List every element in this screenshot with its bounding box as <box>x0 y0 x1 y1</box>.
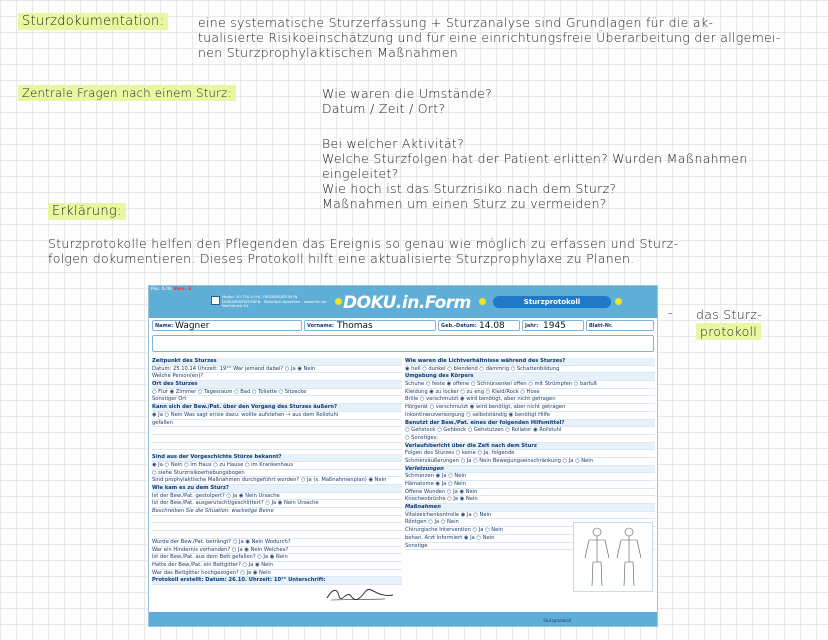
form-row[interactable]: War ein Hindernis vorhanden? ○ Ja ◉ Nein Welches? <box>152 547 402 555</box>
yellow-dot-icon <box>615 298 622 305</box>
form-row[interactable]: Chirurgische Intervention ○ Ja ○ Nein <box>405 527 655 535</box>
form-row[interactable]: ○ Flur ◉ Zimmer ○ Tagesraum ○ Bad ○ Toilette ○ Sitzecke <box>152 389 402 397</box>
form-section-heading: Sind aus der Vorgeschichte Stürze bekannt? <box>152 454 402 462</box>
version-label: Pos. 6.0a Vers. 3 <box>151 287 192 292</box>
geb-datum-value: 14.08 <box>479 321 505 331</box>
logo-text: Modul: 30.730.4 FHC ORGANISATION IN DOKUMENTATIONEN · Mehrfach bestellen · www.fhc.de · Nachdruck 01. <box>222 294 329 308</box>
form-row[interactable] <box>152 435 402 443</box>
name-field[interactable]: Name: Wagner <box>152 320 302 331</box>
form-section-heading: Kann sich der Bew./Pat. über den Vorgang des Sturzes äußern? <box>152 404 402 412</box>
form-row[interactable]: ○ Sonstiges: <box>405 435 655 443</box>
form-row[interactable]: Folgen des Sturzes ○ keine ○ Ja, folgende <box>405 450 655 458</box>
body-diagram <box>573 522 653 592</box>
form-header <box>149 286 657 318</box>
form-row[interactable]: Hämatome ◉ Ja ○ Nein <box>405 481 655 489</box>
form-row[interactable] <box>152 443 402 451</box>
form-row[interactable]: behan. Arzt informiert ◉ Ja ○ Nein <box>405 535 655 543</box>
form-section-heading: Verlaufsbericht über die Zeit nach dem Sturz <box>405 443 655 451</box>
form-row[interactable] <box>152 516 402 524</box>
form-row[interactable] <box>152 427 402 435</box>
form-row[interactable]: War das Bettgitter hochgezogen? ○ Ja ◉ Nein <box>152 570 402 578</box>
form-row[interactable]: Schuhe ○ feste ◉ offene ○ Schnürsenkel offen ○ mit Strümpfen ○ barfuß <box>405 381 655 389</box>
form-section-heading: Zeitpunkt des Sturzes <box>152 358 402 366</box>
form-row[interactable]: Ist der Bew./Pat. gestolpert? ○ Ja ◉ Nein Ursache <box>152 493 402 501</box>
form-section-heading: Benutzt der Bew./Pat. eines der folgenden Hilfsmittel? <box>405 420 655 428</box>
address-field[interactable] <box>152 335 654 352</box>
form-row[interactable]: Sind prophylaktische Maßnahmen durchgeführt worden? ○ Ja (s. Maßnahmenplan) ◉ Nein <box>152 477 402 485</box>
form-row[interactable]: Sonstiger Ort <box>152 396 402 404</box>
logo-icon <box>211 296 220 305</box>
form-row[interactable]: Brille ○ verschmutzt ◉ wird benötigt, aber nicht getragen <box>405 396 655 404</box>
form-row[interactable]: Welche Person(en)? <box>152 373 402 381</box>
form-row[interactable] <box>152 523 402 531</box>
blatt-nr-field[interactable]: Blatt-Nr. <box>586 320 654 331</box>
label-erklaerung: Erklärung: <box>48 204 126 219</box>
geb-datum-field[interactable]: Geb.-Datum: 14.08 <box>438 320 520 331</box>
form-row[interactable]: Röntgen ○ Ja ○ Nein <box>405 519 655 527</box>
name-row <box>152 320 654 331</box>
label-zentrale-fragen: Zentrale Fragen nach einem Sturz: <box>18 86 236 100</box>
form-section-heading: Protokoll erstellt: Datum: 26.10. Uhrzeit: 10°° Unterschrift: <box>152 577 402 585</box>
form-row[interactable]: Beschreiben Sie die Situation: wackelige Beine <box>152 508 402 516</box>
paragraph-erklaerung: Sturzprotokolle helfen den Pflegenden das Ereignis so genau wie möglich zu erfassen und Sturz- folgen dokumentieren. Dieses Protokoll hilft eine aktualisierte Sturzprophylaxe zu Planen. <box>48 236 679 266</box>
form-row[interactable]: Offene Wunden ○ Ja ◉ Nein <box>405 489 655 497</box>
form-row[interactable]: ◉ Ja ○ Nein ○ im Haus ○ zu Hause ○ im Krankenhaus <box>152 462 402 470</box>
form-row[interactable]: Hörgerät ○ verschmutzt ◉ wird benötigt, aber nicht getragen <box>405 404 655 412</box>
form-section-heading: Wie waren die Lichtverhältnisse während des Sturzes? <box>405 358 655 366</box>
form-left-column <box>152 358 402 585</box>
form-row[interactable]: ◉ Ja ○ Nein Was sagt er/sie dazu: wollte aufstehen → aus dem Rollstuhl <box>152 412 402 420</box>
paragraph-sturzdokumentation: eine systematische Sturzerfassung + Sturzanalyse sind Grundlagen für die ak- tualisierte Risikoeinschätzung und für eine einrichtungsfreie Überarbeitung der allgemei- nen Sturzprophylaktischen Maßnahmen <box>198 15 781 60</box>
form-row[interactable]: Sonstige <box>405 543 655 551</box>
form-section-heading: Wie kam es zu dem Sturz? <box>152 485 402 493</box>
form-title: Sturzprotokoll <box>493 296 611 308</box>
yellow-dot-icon <box>335 298 342 305</box>
form-row[interactable] <box>152 531 402 539</box>
form-row[interactable]: Knochenbrüche ○ Ja ◉ Nein <box>405 496 655 504</box>
signature-scribble <box>325 586 395 602</box>
questions-group-1: Wie waren die Umstände? Datum / Zeit / Ort? <box>322 86 493 116</box>
jahr-field[interactable]: Jahr: 1945 <box>522 320 584 331</box>
form-section-heading: Verletzungen <box>405 466 655 474</box>
form-row[interactable]: Hatte der Bew./Pat. ein Bettgitter? ○ Ja ◉ Nein <box>152 562 402 570</box>
form-section-heading: Umgebung des Körpers <box>405 373 655 381</box>
side-dash: - <box>668 306 673 321</box>
jahr-value: 1945 <box>543 321 566 331</box>
vorname-value: Thomas <box>337 321 373 331</box>
form-row[interactable]: Vitalzeichenkontrolle ◉ Ja ○ Nein <box>405 512 655 520</box>
form-footer: Sturzprotokoll <box>149 612 657 626</box>
form-row[interactable]: Ist der Bew./Pat. ausgerutscht/geschlittert? ○ Ja ◉ Nein Ursache <box>152 500 402 508</box>
name-value: Wagner <box>175 321 210 331</box>
form-row[interactable]: ○ Gehstock ○ Gehbock ○ Gehstutzen ○ Rollator ◉ Rollstuhl <box>405 427 655 435</box>
form-row[interactable]: gefallen <box>152 420 402 428</box>
yellow-dot-icon <box>479 298 486 305</box>
form-row[interactable]: Wurde der Bew./Pat. beträngt? ○ Ja ◉ Nein Wodurch? <box>152 539 402 547</box>
form-row[interactable]: ○ siehe Sturzrisikoerhebungsbogen <box>152 470 402 478</box>
form-row[interactable]: Ist der Bew./Pat. aus dem Bett gefallen? ○ Ja ◉ Nein <box>152 554 402 562</box>
form-row[interactable]: Schmerzen ◉ Ja ○ Nein <box>405 473 655 481</box>
brand-title: DOKU.in.Form <box>343 293 471 313</box>
form-row[interactable]: Inkontinenzversorgung ○ selbstständig ◉ benötigt Hilfe <box>405 412 655 420</box>
form-section-heading: Ort des Sturzes <box>152 381 402 389</box>
form-section-heading: Maßnahmen <box>405 504 655 512</box>
questions-group-2: Bei welcher Aktivität? Welche Sturzfolgen hat der Patient erlitten? Wurden Maßnahmen eingeleitet? Wie hoch ist das Sturzrisiko nach dem Sturz? Maßnahmen um einen Sturz zu vermeiden? <box>322 136 748 211</box>
form-row[interactable]: Kleidung ◉ zu locker ○ zu eng ○ Kleid/Rock ○ Hose <box>405 389 655 397</box>
form-row[interactable]: ◉ hell ○ dunkel ○ blendend ○ dämmrig ○ Schattenbildung <box>405 366 655 374</box>
form-row[interactable]: Datum: 25.10.14 Uhrzeit: 19°° War jemand dabei? ○ Ja ◉ Nein <box>152 366 402 374</box>
vorname-field[interactable]: Vorname: Thomas <box>304 320 436 331</box>
sturzprotokoll-form <box>148 285 658 627</box>
label-sturzdokumentation: Sturzdokumentation: <box>18 14 168 29</box>
form-row[interactable]: Schmerzäußerungen ○ Ja ○ Nein Bewegungseinschränkung ○ Ja ○ Nein <box>405 458 655 466</box>
side-label: das Sturz- protokoll <box>696 307 763 339</box>
